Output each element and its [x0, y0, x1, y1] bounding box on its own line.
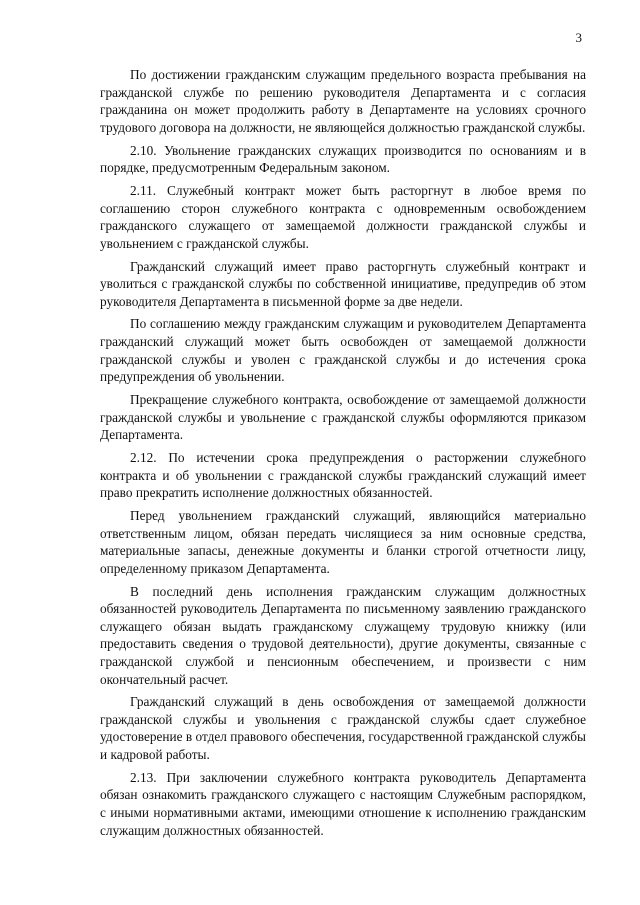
paragraph: Перед увольнением гражданский служащий, являющийся материально ответственным лицом, обязан передать числящиеся за ним основные средства, материальные запасы, денежные документы и бланки строгой отчетности лицу, определенному приказом Департамента.	[100, 507, 586, 576]
document-body	[100, 66, 586, 844]
paragraph: 2.13. При заключении служебного контракта руководитель Департамента обязан ознакомить гражданского служащего с настоящим Служебным распорядком, с иными нормативными актами, имеющими отношение к исполнению гражданским служащим должностных обязанностей.	[100, 769, 586, 838]
paragraph: Прекращение служебного контракта, освобождение от замещаемой должности гражданской службы и увольнение с гражданской службы оформляются приказом Департамента.	[100, 392, 586, 443]
paragraph: По соглашению между гражданским служащим и руководителем Департамента гражданский служащий может быть освобожден от замещаемой должности гражданской службы и уволен с гражданской службы и до истечения срока предупреждения об увольнении.	[100, 316, 586, 385]
paragraph: По достижении гражданским служащим предельного возраста пребывания на гражданской службе по решению руководителя Департамента и с согласия гражданина он может продолжить работу в Департаменте на условиях срочного трудового договора на должности, не являющейся должностью гражданской службы.	[100, 67, 586, 135]
paragraph: 2.12. По истечении срока предупреждения о расторжении служебного контракта и об увольнении с гражданской службы гражданский служащий имеет право прекратить исполнение должностных обязанностей.	[100, 450, 586, 501]
paragraph: 2.11. Служебный контракт может быть расторгнут в любое время по соглашению сторон служебного контракта с одновременным освобождением гражданского служащего от замещаемой должности гражданской службы и увольнением с гражданской службы.	[100, 182, 586, 251]
paragraph: Гражданский служащий в день освобождения от замещаемой должности гражданской службы и увольнения с гражданской службы сдает служебное удостоверение в отдел правового обеспечения, государственной гражданской службы и кадровой работы.	[100, 694, 586, 763]
paragraph: Гражданский служащий имеет право расторгнуть служебный контракт и уволиться с гражданской службы по собственной инициативе, предупредив об этом руководителя Департамента в письменной форме за две недели.	[100, 258, 586, 309]
page-number: 3	[575, 30, 582, 45]
paragraph: 2.10. Увольнение гражданских служащих производится по основаниям и в порядке, предусмотренным Федеральным законом.	[100, 142, 586, 176]
paragraph: В последний день исполнения гражданским служащим должностных обязанностей руководитель Департамента по письменному заявлению гражданского служащего обязан выдать гражданскому служащему трудовую книжку (или предоставить сведения о трудовой деятельности), другие документы, связанные с гражданской службой и пенсионным обеспечением, и произвести с ним окончательный расчет.	[100, 583, 586, 687]
